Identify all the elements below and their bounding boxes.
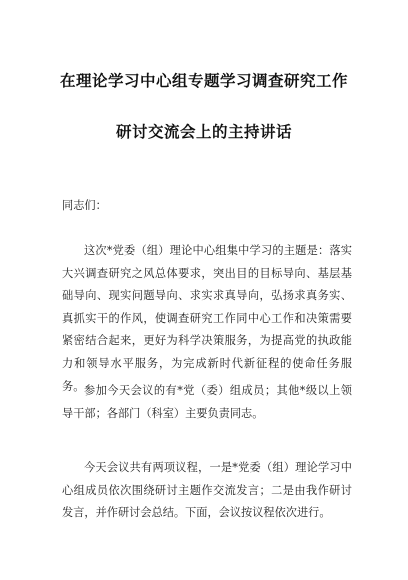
salutation: 同志们：: [62, 199, 107, 212]
document-title-line-1: 在理论学习中心组专题学习调查研究工作: [59, 72, 348, 90]
paragraph-theme: 这次*党委（组）理论中心组集中学习的主题是：落实大兴调查研究之风总体要求，突出目的目标导向、基层基础导向、现实问题导向、求实求真导向，弘扬求真务实、真抓实干的作风，使调查研究工作同中心工作和决策需要紧密结合起来，更好为科学决策服务，为提高党的执政能力和领导水平服务，为完成新时代新征程的使命任务服务。: [62, 244, 352, 393]
paragraph-attendees: 参加今天会议的有*党（委）组成员；其他*级以上领导干部；各部门（科室）主要负责同志。: [62, 384, 352, 420]
document-title-line-2: 研讨交流会上的主持讲话: [115, 123, 292, 141]
paragraph-agenda: 今天会议共有两项议程，一是*党委（组）理论学习中心组成员依次围绕研讨主题作交流发言；二是由我作研讨发言，并作研讨会总结。下面，会议按议程依次进行。: [62, 461, 352, 520]
